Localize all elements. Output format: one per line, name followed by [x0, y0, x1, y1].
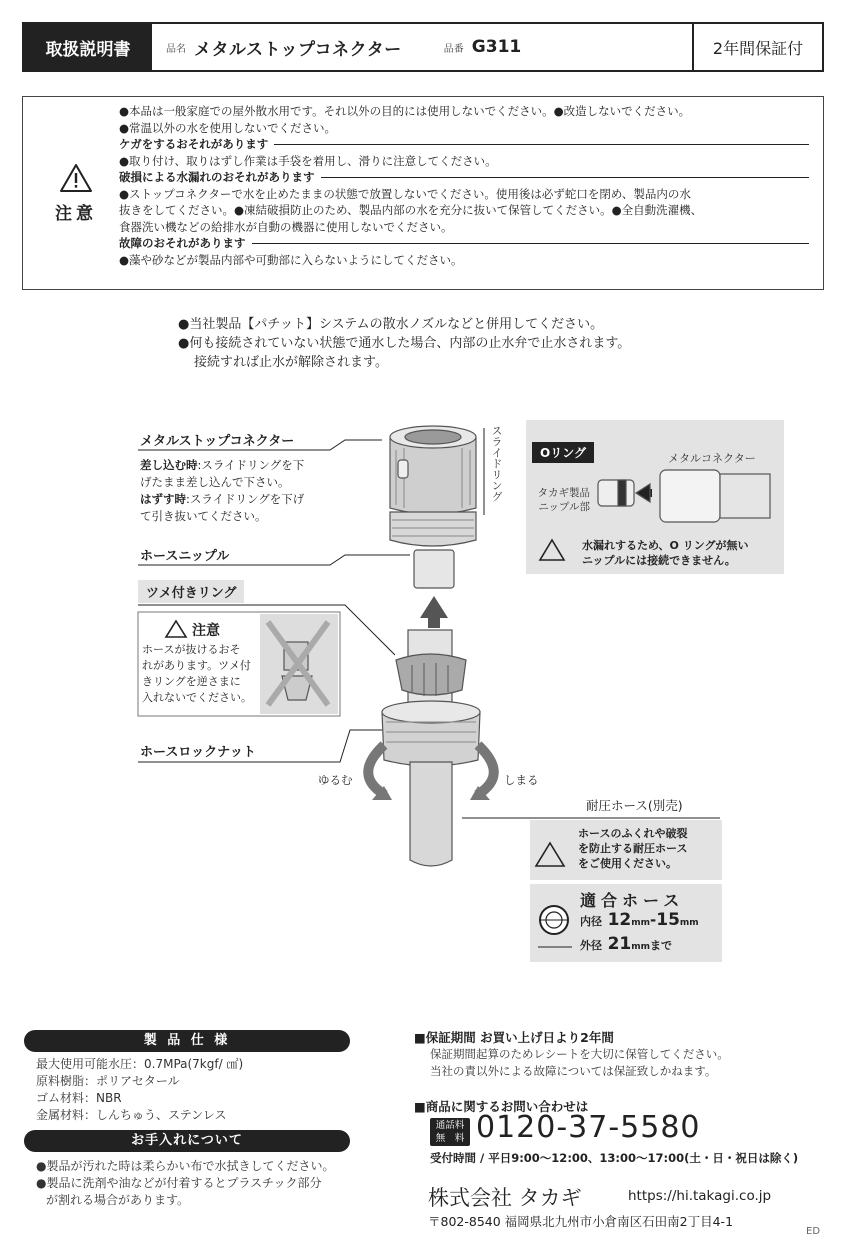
heading-text: ケガをするおそれがあります [119, 137, 269, 151]
spec-title: 製 品 仕 様 [24, 1030, 350, 1052]
product-code: G311 [471, 37, 522, 57]
caution-label: 注意 [55, 203, 97, 224]
fit-hose-title: 適合ホース [580, 891, 685, 910]
note-line: 接続すれば止水が解除されます。 [194, 355, 388, 370]
spec-list [36, 1056, 243, 1124]
inner-value: 12 [607, 910, 632, 930]
claw-ring-label: ツメ付きリング [138, 580, 244, 603]
usage-notes [178, 315, 630, 372]
heading-text: 破損による水漏れのおそれがあります [119, 170, 315, 184]
inner-unit-2: mm [679, 918, 699, 928]
metal-connector-label: メタルコネクター [668, 452, 756, 465]
takagi-nipple-label [530, 486, 590, 514]
instruction-line [140, 457, 340, 474]
care-line: ●製品に洗剤や油などが付着するとプラスチック部分 [36, 1176, 322, 1190]
pressure-note-line: ホースのふくれや破裂 [578, 827, 688, 840]
instruction-text: :スライドリングを下 [197, 458, 305, 472]
care-list [36, 1158, 334, 1209]
caution-section-heading [119, 136, 809, 153]
care-title: お手入れについて [24, 1130, 350, 1152]
badge-line: 通話料 [435, 1120, 465, 1131]
warranty-line: 保証期間起算のためレシートを大切に保管してください。 [430, 1047, 729, 1061]
care-line: が割れる場合があります。 [46, 1193, 190, 1207]
inner-unit: mm [631, 918, 651, 928]
company-name: 株式会社 タカギ [428, 1186, 582, 1210]
heading-text: 故障のおそれがあります [119, 236, 246, 250]
spec-line: 原料樹脂：ポリアセタール [36, 1074, 180, 1088]
claw-caution-line: きリングを逆さまに [142, 675, 241, 688]
claw-caution-line: 入れないでください。 [142, 691, 252, 704]
document-title: 取扱説明書 [24, 24, 152, 70]
nipple-line: ニップル部 [538, 501, 590, 513]
instruction-line [140, 491, 340, 508]
oring-warning-line: ニップルには接続できません。 [582, 554, 736, 567]
warranty-line: 当社の責以外による故障については保証致しかねます。 [430, 1064, 717, 1078]
warranty-badge: 2年間保証付 [692, 24, 822, 70]
oring-warning-line: 水漏れするため、O リングが無い [582, 539, 749, 552]
o-ring-warning [582, 538, 749, 568]
instruction-line [140, 474, 340, 491]
outer-unit: mm [631, 942, 651, 952]
badge-line: 無 料 [435, 1133, 465, 1144]
spec-line: 最大使用可能水圧：0.7MPa(7kgf/ ㎠) [36, 1057, 244, 1071]
hose-nipple-label: ホースニップル [140, 549, 230, 564]
nipple-line: タカギ製品 [537, 487, 590, 499]
heading-rule [252, 243, 810, 244]
inner-label: 内径 [580, 915, 602, 928]
caution-line: 食器洗い機などの給排水が自動の機器に使用しないでください。 [119, 219, 453, 234]
pressure-hose-note [578, 826, 687, 871]
caution-side [23, 97, 129, 289]
caution-body [119, 103, 809, 268]
heading-rule [274, 144, 809, 145]
header-bar [22, 22, 824, 72]
caution-line: ●ストップコネクターで水を止めたままの状態で放置しないでください。使用後は必ず蛇口を閉め、製品内の水 [119, 186, 691, 201]
company-url[interactable]: https://hi.takagi.co.jp [628, 1188, 772, 1204]
claw-caution-line: れがあります。ツメ付 [142, 659, 251, 672]
heading-rule [321, 177, 810, 178]
product-diagram [0, 400, 848, 980]
inner-value-2: 15 [656, 910, 680, 930]
outer-label: 外径 [580, 939, 602, 952]
pressure-note-line: をご使用ください。 [578, 857, 677, 870]
caution-line: ●取り付け、取りはずし作業は手袋を着用し、滑りに注意してください。 [119, 153, 497, 168]
inner-sep: - [650, 911, 657, 929]
caution-line: ●藻や砂などが製品内部や可動部に入らないようにしてください。 [119, 252, 463, 267]
spec-line: ゴム材料：NBR [36, 1091, 122, 1105]
connector-body [390, 426, 476, 588]
outer-value: 21 [607, 934, 632, 954]
loosen-label: ゆるむ [318, 773, 353, 787]
fit-inner-diameter [580, 910, 699, 930]
caution-box [22, 96, 824, 290]
o-ring-label: Oリング [532, 442, 594, 463]
pressure-hose-label: 耐圧ホース(別売) [586, 798, 683, 813]
caution-line: 抜きをしてください。●凍結破損防止のため、製品内部の水を充分に抜いて保管してください。●全自動洗濯機、 [119, 203, 703, 217]
care-line: ●製品が汚れた時は柔らかい布で水拭きしてください。 [36, 1159, 335, 1173]
instruction-text: て引き抜いてください。 [140, 509, 267, 523]
contact-hours: 受付時間 / 平日9:00～12:00、13:00～17:00(土・日・祝日は除く) [430, 1151, 799, 1165]
connector-label: メタルストップコネクター [140, 434, 295, 449]
claw-caution-line: ホースが抜けるおそ [142, 643, 241, 656]
claw-caution-text [142, 642, 260, 706]
pressure-note-line: を防止する耐圧ホース [578, 842, 688, 855]
contact-title: ■商品に関するお問い合わせは [414, 1099, 589, 1114]
note-line: ●当社製品【パチット】システムの散水ノズルなどと併用してください。 [178, 317, 604, 332]
tighten-label: しまる [504, 773, 539, 787]
spec-line: 金属材料：しんちゅう、ステンレス [36, 1108, 227, 1122]
caution-line: ●常温以外の水を使用しないでください。 [119, 120, 337, 135]
product-name: メタルストップコネクター [194, 39, 402, 60]
product-name-label: 品名 [166, 43, 186, 55]
caution-section-heading [119, 169, 809, 186]
outer-suffix: まで [650, 939, 673, 952]
phone-number[interactable]: 0120-37-5580 [476, 1110, 701, 1145]
caution-line: ●本品は一般家庭での屋外散水用です。それ以外の目的には使用しないでください。●改造しないでください。 [119, 104, 691, 118]
claw-caution-title: 注意 [192, 623, 220, 639]
footer-code: ED [806, 1226, 821, 1237]
toll-free-badge [430, 1118, 470, 1146]
instruction-text: げたまま差し込んで下さい。 [140, 475, 290, 489]
note-line: ●何も接続されていない状態で通水した場合、内部の止水弁で止水されます。 [178, 336, 631, 351]
lock-nut-label: ホースロックナット [140, 745, 256, 760]
instruction-line [140, 508, 340, 525]
fit-outer-diameter [580, 934, 672, 954]
instruction-bold: 差し込む時 [140, 458, 198, 472]
warranty-title: ■保証期間 お買い上げ日より2年間 [414, 1030, 614, 1045]
company-address: 〒802-8540 福岡県北九州市小倉南区石田南2丁目4-1 [428, 1214, 734, 1229]
warning-triangle-icon [59, 163, 93, 193]
instruction-bold: はずす時 [140, 492, 186, 506]
product-code-label: 品番 [443, 43, 464, 55]
instruction-text: :スライドリングを下げ [186, 492, 305, 506]
caution-section-heading [119, 235, 809, 252]
warranty-text [430, 1046, 729, 1080]
slide-ring-label: スライドリング [490, 425, 503, 502]
connector-instructions [140, 457, 340, 525]
